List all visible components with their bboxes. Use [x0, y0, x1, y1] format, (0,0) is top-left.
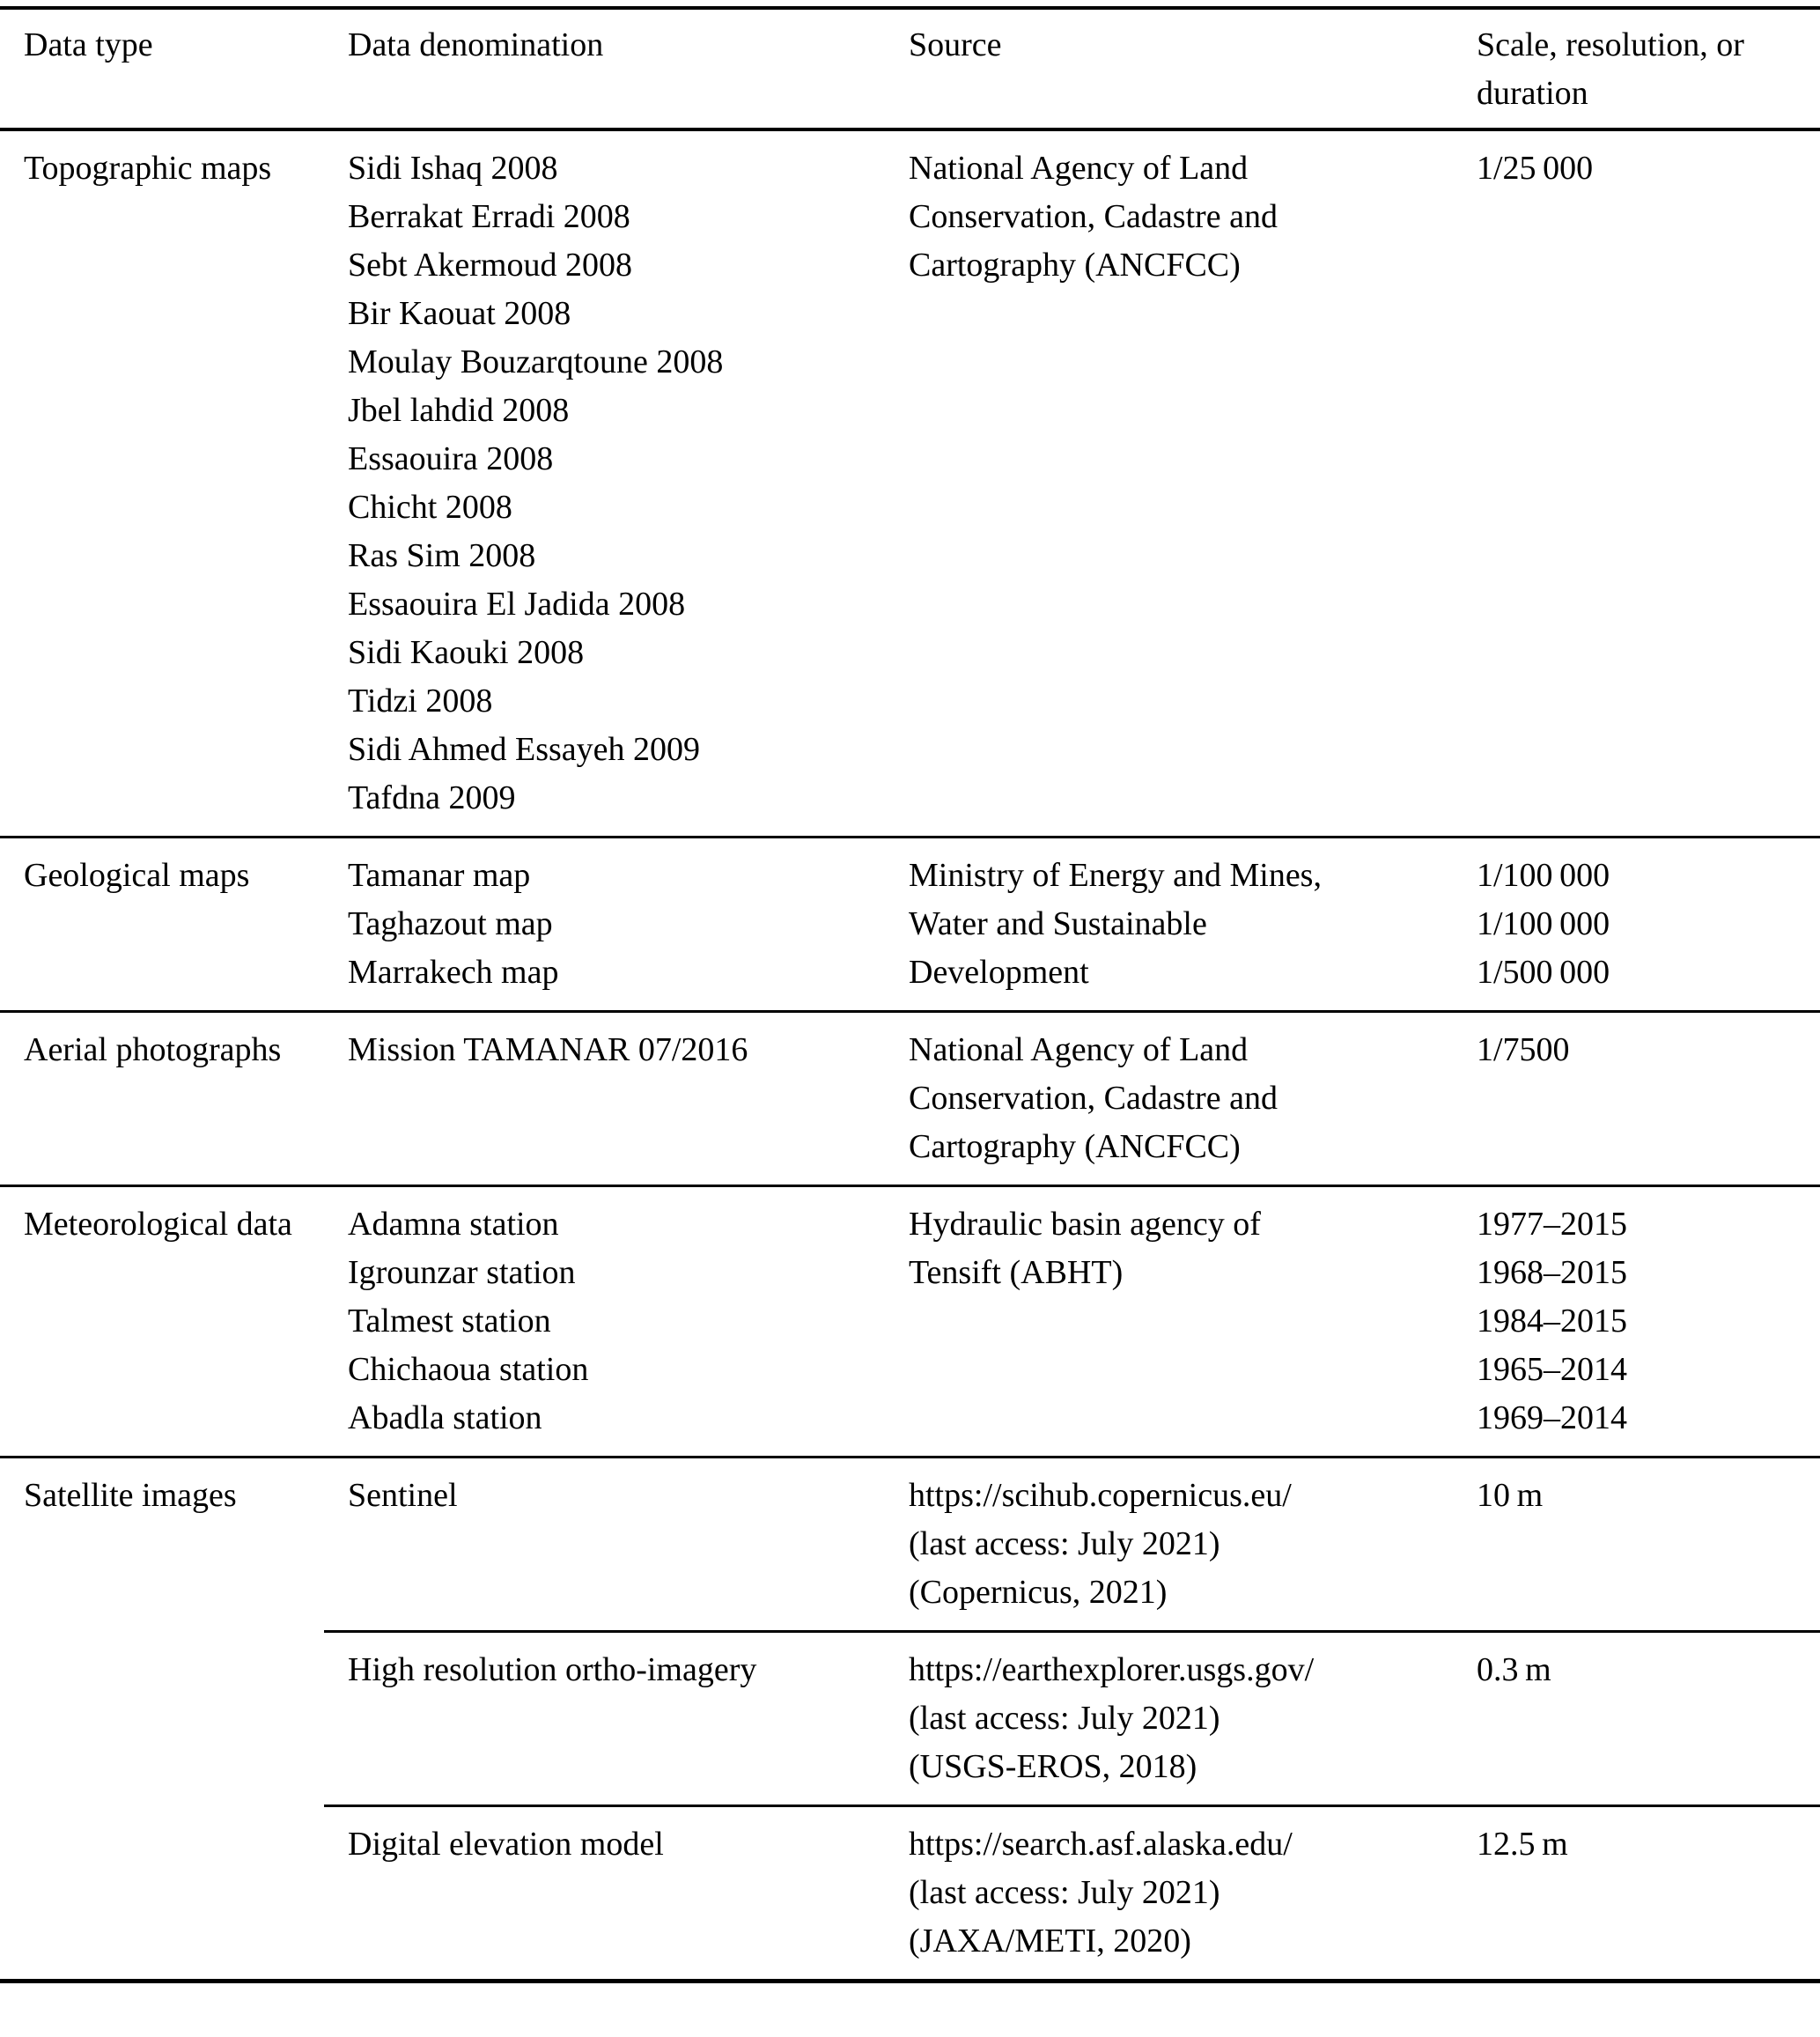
- source-line: Cartography (ANCFCC): [909, 247, 1241, 284]
- table-row: [0, 1186, 1820, 1458]
- source-line: (last access: July 2021): [909, 1525, 1220, 1562]
- cell-source: [885, 1012, 1453, 1186]
- denomination-line: Sidi Ishaq 2008: [348, 150, 558, 187]
- scale-line: 1/25 000: [1477, 150, 1594, 187]
- source-line: (last access: July 2021): [909, 1700, 1220, 1737]
- source-line: Development: [909, 954, 1089, 991]
- cell-scale: [1453, 1458, 1820, 1632]
- table-row: [0, 1458, 1820, 1632]
- denomination-line: Sebt Akermoud 2008: [348, 247, 632, 284]
- cell-scale: [1453, 1012, 1820, 1186]
- denomination-line: Mission TAMANAR 07/2016: [348, 1031, 748, 1068]
- cell-data-type: Geological maps: [0, 838, 324, 1012]
- cell-source: [885, 1186, 1453, 1458]
- denomination-line: Bir Kaouat 2008: [348, 295, 571, 332]
- cell-denomination: [324, 1012, 885, 1186]
- source-line: National Agency of Land: [909, 150, 1249, 187]
- source-line: Conservation, Cadastre and: [909, 198, 1278, 235]
- cell-denomination: [324, 838, 885, 1012]
- cell-source: [885, 838, 1453, 1012]
- source-line: Tensift (ABHT): [909, 1254, 1124, 1291]
- cell-denomination: [324, 129, 885, 838]
- cell-source: [885, 1458, 1453, 1632]
- source-line: Ministry of Energy and Mines,: [909, 857, 1322, 894]
- table-row: [0, 838, 1820, 1012]
- denomination-line: Chicht 2008: [348, 489, 512, 526]
- cell-scale: [1453, 1806, 1820, 1982]
- scale-line: 1984–2015: [1477, 1303, 1627, 1340]
- source-line: Hydraulic basin agency of: [909, 1206, 1261, 1243]
- col-header-source: Source: [885, 8, 1453, 129]
- scale-line: 1/100 000: [1477, 857, 1610, 894]
- scale-line: 1/500 000: [1477, 954, 1610, 991]
- scale-line: 1/7500: [1477, 1031, 1570, 1068]
- denomination-line: Abadla station: [348, 1399, 542, 1436]
- denomination-line: Igrounzar station: [348, 1254, 576, 1291]
- cell-denomination: [324, 1806, 885, 1982]
- denomination-line: High resolution ortho-imagery: [348, 1651, 757, 1688]
- col-header-data-denomination: Data denomination: [324, 8, 885, 129]
- source-url-link[interactable]: https://scihub.copernicus.eu/: [909, 1477, 1292, 1514]
- table-body: [0, 129, 1820, 1982]
- denomination-line: Talmest station: [348, 1303, 551, 1340]
- denomination-line: Taghazout map: [348, 905, 553, 942]
- cell-denomination: [324, 1458, 885, 1632]
- source-line: Conservation, Cadastre and: [909, 1080, 1278, 1117]
- source-url-link[interactable]: https://search.asf.alaska.edu/: [909, 1826, 1293, 1863]
- source-line: (Copernicus, 2021): [909, 1574, 1168, 1611]
- table-row: [0, 1012, 1820, 1186]
- cell-data-type: Meteorological data: [0, 1186, 324, 1458]
- scale-line: 0.3 m: [1477, 1651, 1551, 1688]
- denomination-line: Jbel lahdid 2008: [348, 392, 570, 429]
- denomination-line: Essaouira 2008: [348, 440, 554, 477]
- denomination-line: Tidzi 2008: [348, 683, 493, 720]
- denomination-line: Chichaoua station: [348, 1351, 589, 1388]
- source-url-link[interactable]: https://earthexplorer.usgs.gov/: [909, 1651, 1315, 1688]
- col-header-data-type: Data type: [0, 8, 324, 129]
- cell-source: [885, 1632, 1453, 1806]
- scale-line: 12.5 m: [1477, 1826, 1568, 1863]
- denomination-line: Digital elevation model: [348, 1826, 664, 1863]
- scale-line: 1968–2015: [1477, 1254, 1627, 1291]
- cell-source: [885, 1806, 1453, 1982]
- source-line: National Agency of Land: [909, 1031, 1249, 1068]
- cell-scale: [1453, 838, 1820, 1012]
- scale-line: 1/100 000: [1477, 905, 1610, 942]
- cell-data-type: Aerial photographs: [0, 1012, 324, 1186]
- scale-line: 1965–2014: [1477, 1351, 1627, 1388]
- col-header-scale-resolution-duration: Scale, resolution, or duration: [1453, 8, 1820, 129]
- source-line: (JAXA/METI, 2020): [909, 1923, 1191, 1960]
- scale-line: 1969–2014: [1477, 1399, 1627, 1436]
- denomination-line: Sidi Ahmed Essayeh 2009: [348, 731, 701, 768]
- scale-line: 10 m: [1477, 1477, 1544, 1514]
- denomination-line: Essaouira El Jadida 2008: [348, 586, 686, 623]
- denomination-line: Sidi Kaouki 2008: [348, 634, 585, 671]
- cell-denomination: [324, 1632, 885, 1806]
- cell-scale: [1453, 1632, 1820, 1806]
- data-sources-table: [0, 6, 1820, 1983]
- source-line: (last access: July 2021): [909, 1874, 1220, 1911]
- cell-scale: [1453, 129, 1820, 838]
- denomination-line: Sentinel: [348, 1477, 458, 1514]
- table-header: [0, 8, 1820, 129]
- denomination-line: Ras Sim 2008: [348, 537, 536, 574]
- source-line: (USGS-EROS, 2018): [909, 1748, 1197, 1785]
- denomination-line: Moulay Bouzarqtoune 2008: [348, 343, 724, 380]
- header-row: [0, 8, 1820, 129]
- denomination-line: Adamna station: [348, 1206, 559, 1243]
- denomination-line: Tamanar map: [348, 857, 531, 894]
- cell-data-type: Satellite images: [0, 1458, 324, 1982]
- cell-scale: [1453, 1186, 1820, 1458]
- source-line: Water and Sustainable: [909, 905, 1207, 942]
- denomination-line: Tafdna 2009: [348, 779, 516, 816]
- scale-line: 1977–2015: [1477, 1206, 1627, 1243]
- cell-denomination: [324, 1186, 885, 1458]
- cell-source: [885, 129, 1453, 838]
- source-line: Cartography (ANCFCC): [909, 1128, 1241, 1165]
- table-row: [0, 129, 1820, 838]
- denomination-line: Marrakech map: [348, 954, 559, 991]
- denomination-line: Berrakat Erradi 2008: [348, 198, 630, 235]
- cell-data-type: Topographic maps: [24, 150, 272, 187]
